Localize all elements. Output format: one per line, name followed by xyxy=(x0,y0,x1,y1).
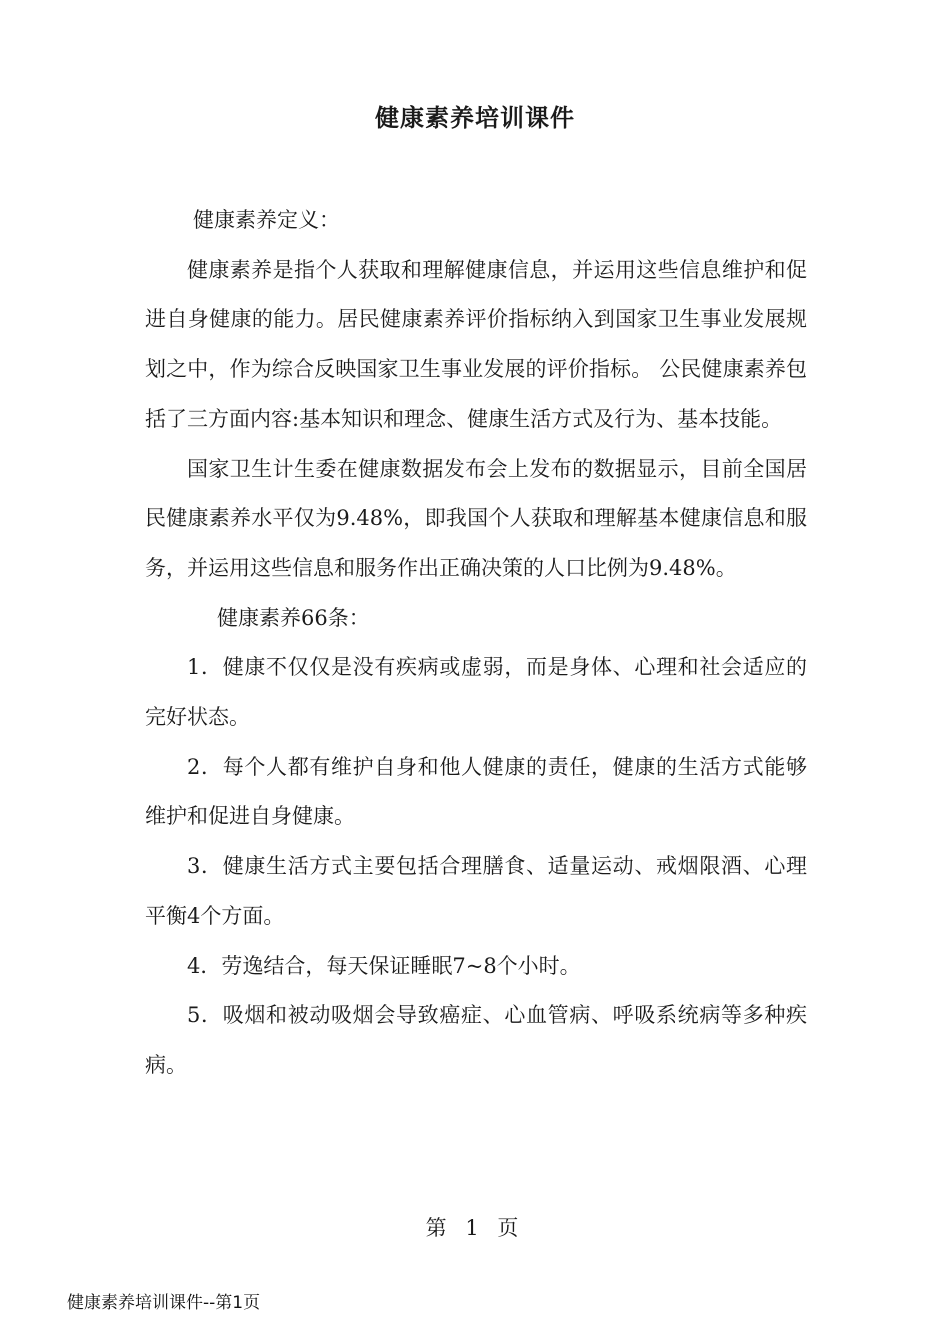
paragraph-definition: 健康素养是指个人获取和理解健康信息，并运用这些信息维护和促进自身健康的能力。居民健康素养评价指标纳入到国家卫生事业发展规划之中，作为综合反映国家卫生事业发展的评价指标。 公民健康素养包括了三方面内容:基本知识和理念、健康生活方式及行为、基本技能。 xyxy=(145,257,807,431)
list-item: 5．吸烟和被动吸烟会导致癌症、心血管病、呼吸系统病等多种疾病。 xyxy=(145,1003,807,1077)
list-item: 4．劳逸结合，每天保证睡眠7~8个小时。 xyxy=(187,953,581,978)
list-item: 1．健康不仅仅是没有疾病或虚弱，而是身体、心理和社会适应的完好状态。 xyxy=(145,655,807,730)
footer-label: 健康素养培训课件--第1页 xyxy=(67,1293,261,1313)
page-title: 健康素养培训课件 xyxy=(375,104,575,132)
list-item: 3．健康生活方式主要包括合理膳食、适量运动、戒烟限酒、心理平衡4个方面。 xyxy=(145,854,807,928)
paragraph-statistics: 国家卫生计生委在健康数据发布会上发布的数据显示，目前全国居民健康素养水平仅为9.48%，即我国个人获取和理解基本健康信息和服务，并运用这些信息和服务作出正确决策的人口比例为9.48%。 xyxy=(145,456,807,580)
section-heading-definition: 健康素养定义： xyxy=(193,208,340,232)
page-number: 第 1 页 xyxy=(425,1216,525,1240)
list-item: 2．每个人都有维护自身和他人健康的责任，健康的生活方式能够维护和促进自身健康。 xyxy=(145,754,807,829)
document-body xyxy=(145,196,807,1091)
section-heading-66-items: 健康素养66条： xyxy=(217,605,370,630)
